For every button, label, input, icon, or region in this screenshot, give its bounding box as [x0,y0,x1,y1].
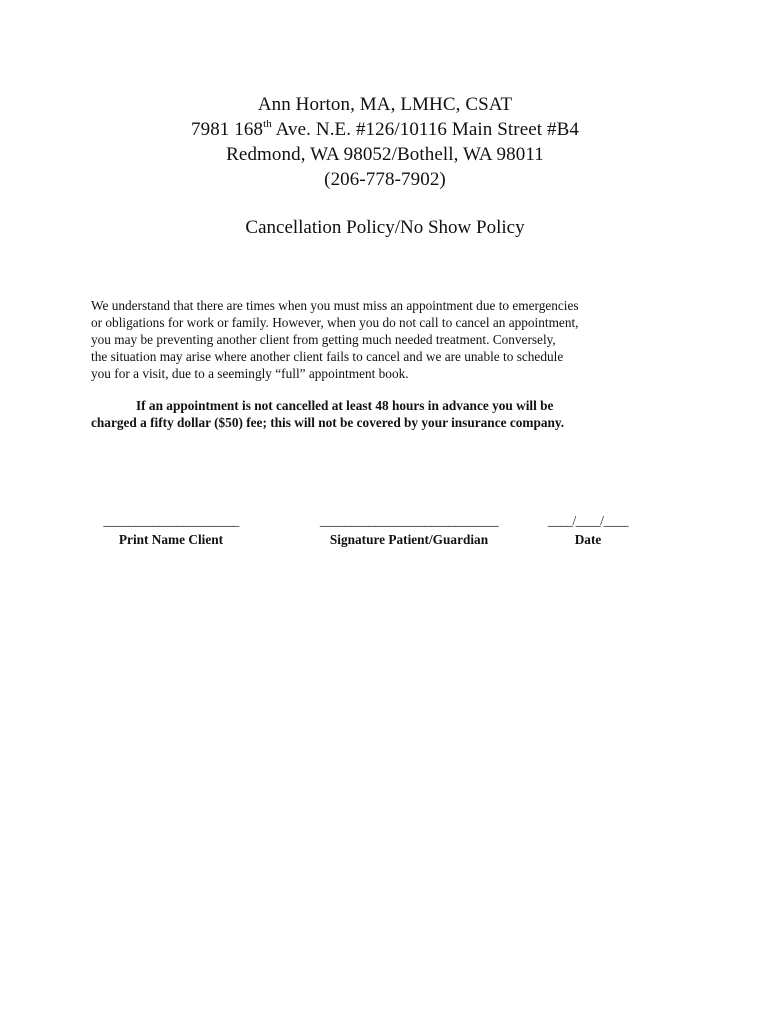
date-field[interactable] [538,513,638,551]
date-label: Date [574,532,602,547]
body-line: We understand that there are times when you must miss an appointment due to emergencies [91,298,579,313]
letterhead [0,92,770,192]
body-line: you for a visit, due to a seemingly “full” appointment book. [91,366,409,381]
signature-label: Signature Patient/Guardian [329,532,489,547]
policy-body [91,297,691,382]
print-name-line[interactable]: ______________________ [103,513,239,528]
date-line[interactable]: ____/____/____ [547,513,629,528]
address-rest: Ave. N.E. #126/10116 Main Street #B4 [271,119,579,140]
body-line: or obligations for work or family. However, when you do not call to cancel an appointment, [91,315,579,330]
city-line: Redmond, WA 98052/Bothell, WA 98011 [226,144,544,165]
signature-row [0,513,770,553]
phone-number: (206-778-7902) [324,169,446,190]
print-name-field[interactable] [91,513,251,551]
print-name-label: Print Name Client [118,532,224,547]
warning-line: If an appointment is not cancelled at least 48 hours in advance you will be [136,398,554,413]
body-line: the situation may arise where another client fails to cancel and we are unable to schedule [91,349,564,364]
body-line: you may be preventing another client from getting much needed treatment. Conversely, [91,332,556,347]
signature-field[interactable] [300,513,518,551]
address-line [0,117,770,142]
policy-title: Cancellation Policy/No Show Policy [245,217,525,238]
fee-warning [91,397,691,431]
ordinal-suffix: th [263,117,272,130]
practitioner-name: Ann Horton, MA, LMHC, CSAT [257,94,513,115]
signature-line[interactable]: _____________________________ [319,513,499,528]
warning-line: charged a fifty dollar ($50) fee; this will not be covered by your insurance company. [91,415,565,430]
address-number: 7981 168 [191,119,264,140]
